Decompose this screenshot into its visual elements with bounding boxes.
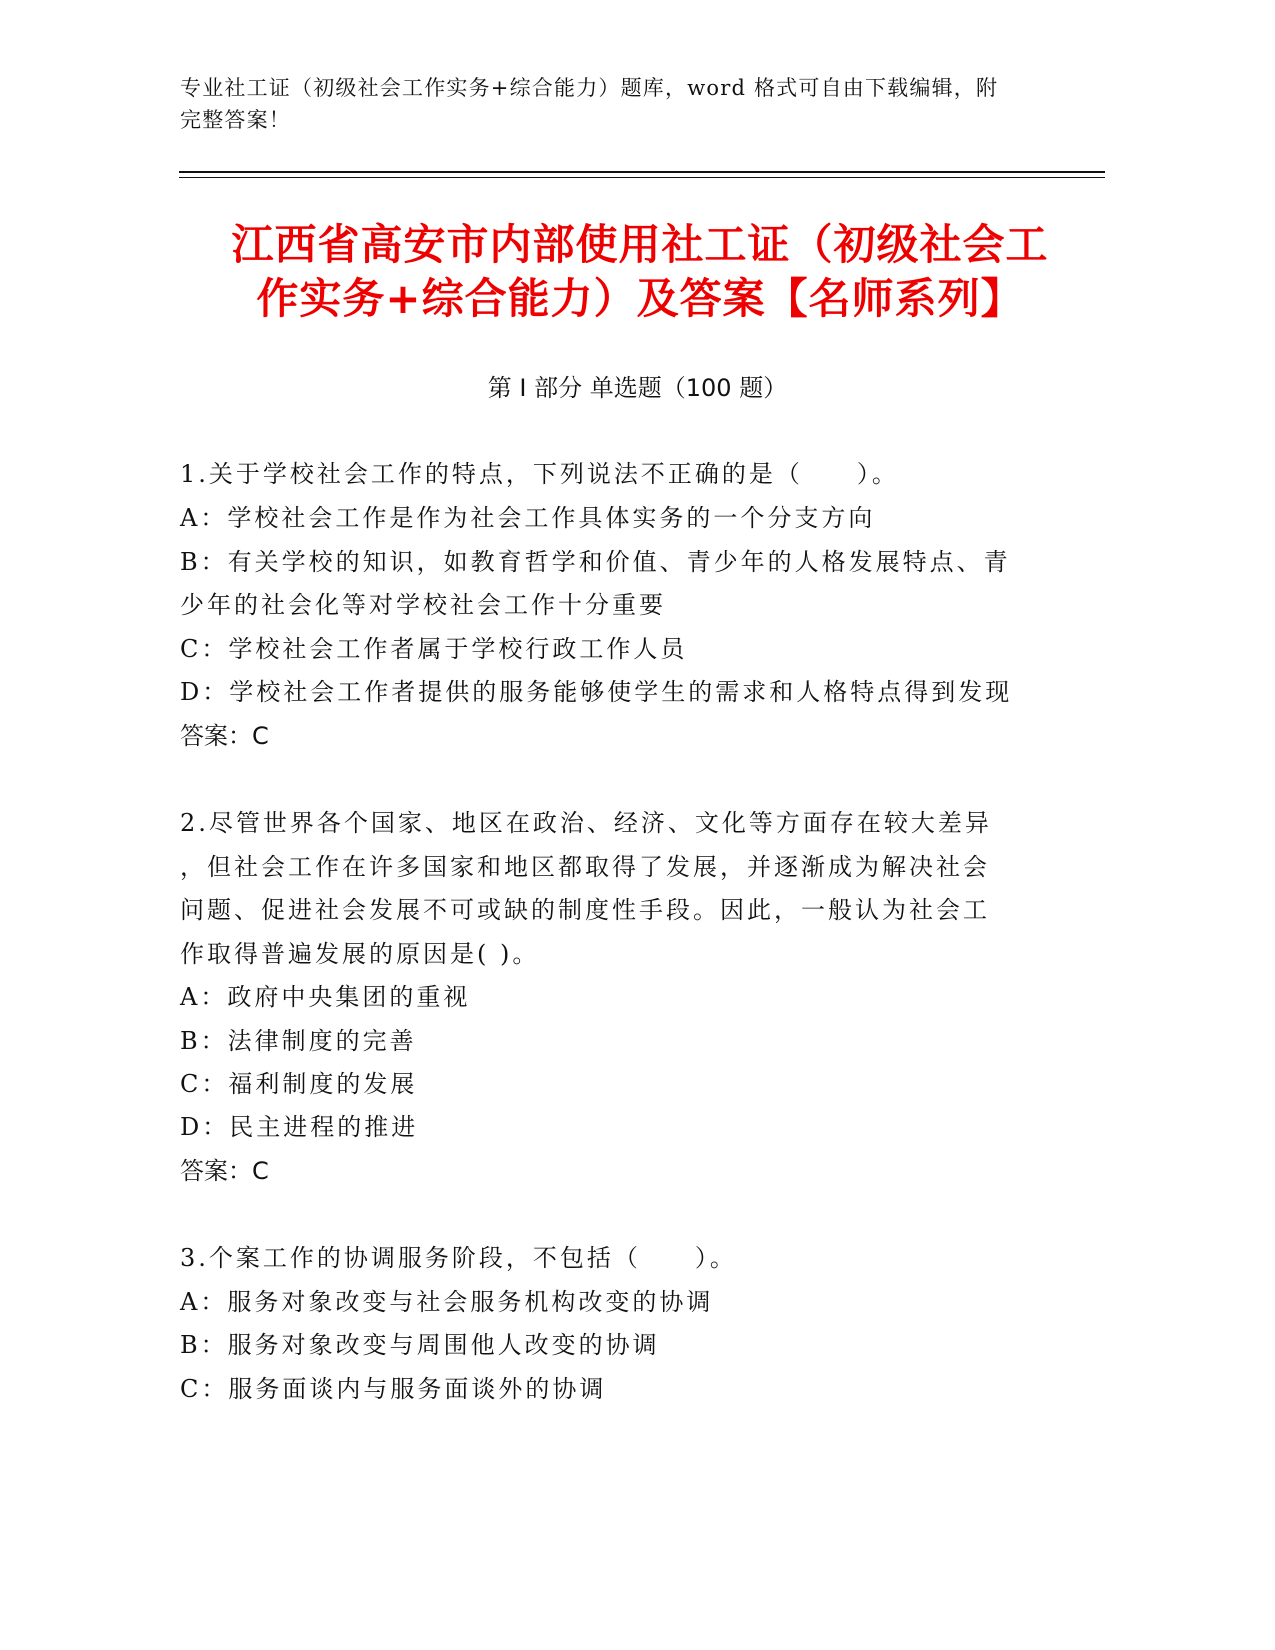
- option-c: C：福利制度的发展: [180, 1070, 418, 1098]
- question-stem: 3.个案工作的协调服务阶段，不包括（ ）。: [180, 1244, 737, 1272]
- header-note: [180, 72, 1060, 136]
- option-d: D：民主进程的推进: [180, 1113, 419, 1141]
- option-c: C：学校社会工作者属于学校行政工作人员: [180, 635, 688, 663]
- question-stem: 问题、促进社会发展不可或缺的制度性手段。因此，一般认为社会工: [180, 896, 990, 924]
- question-stem: 1.关于学校社会工作的特点，下列说法不正确的是（ ）。: [180, 460, 899, 488]
- document-title-line: 江西省高安市内部使用社工证（初级社会工: [231, 220, 1049, 269]
- option-a: A：服务对象改变与社会服务机构改变的协调: [180, 1288, 714, 1316]
- option-a: A：政府中央集团的重视: [180, 983, 471, 1011]
- option-a: A：学校社会工作是作为社会工作具体实务的一个分支方向: [180, 504, 876, 532]
- question-stem: 2.尽管世界各个国家、地区在政治、经济、文化等方面存在较大差异: [180, 809, 992, 837]
- answer-label: 答案：C: [180, 722, 269, 750]
- header-note-line: 专业社工证（初级社会工作实务+综合能力）题库，word 格式可自由下载编辑，附: [180, 76, 999, 100]
- option-c: C：服务面谈内与服务面谈外的协调: [180, 1375, 607, 1403]
- document-title: [160, 218, 1120, 326]
- header-note-line: 完整答案！: [180, 108, 291, 132]
- question-stem: 作取得普遍发展的原因是( )。: [180, 940, 540, 968]
- document-title-line: 作实务+综合能力）及答案【名师系列】: [256, 274, 1024, 323]
- option-b-continued: 少年的社会化等对学校社会工作十分重要: [180, 591, 666, 619]
- header-divider: [179, 171, 1105, 173]
- section-title: 第 I 部分 单选题（100 题）: [487, 374, 788, 402]
- option-d: D：学校社会工作者提供的服务能够使学生的需求和人格特点得到发现: [180, 678, 1013, 706]
- option-b: B：服务对象改变与周围他人改变的协调: [180, 1331, 660, 1359]
- question-stem: ，但社会工作在许多国家和地区都取得了发展，并逐渐成为解决社会: [180, 853, 990, 881]
- header-divider-thin: [179, 177, 1105, 178]
- answer-label: 答案：C: [180, 1157, 269, 1185]
- option-b: B：有关学校的知识，如教育哲学和价值、青少年的人格发展特点、青: [180, 548, 1011, 576]
- option-b: B：法律制度的完善: [180, 1027, 417, 1055]
